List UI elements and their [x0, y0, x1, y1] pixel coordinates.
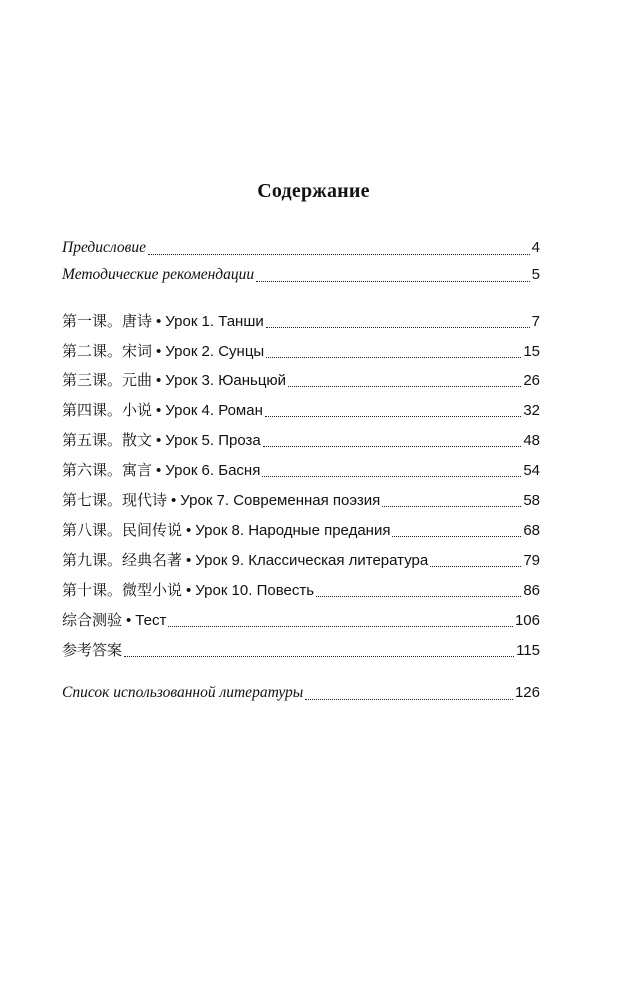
lesson-title-ru: Урок 4. Роман: [165, 402, 263, 419]
bullet-separator: •: [186, 522, 192, 539]
toc-page-number: 58: [523, 492, 540, 509]
lesson-title-cn: 第九课。经典名著: [62, 551, 183, 569]
toc-entry-lesson-3[interactable]: [62, 368, 540, 392]
toc-entry-lesson-9[interactable]: [62, 548, 540, 572]
toc-page-number: 54: [523, 462, 540, 479]
lesson-title-ru: Урок 2. Сунцы: [165, 343, 265, 360]
bullet-separator: •: [156, 402, 162, 419]
dot-leader: [124, 656, 514, 657]
toc-entry-lesson-10[interactable]: [62, 578, 540, 602]
toc-entry-label: Методические рекомендации: [62, 266, 255, 283]
bullet-separator: •: [171, 492, 177, 509]
toc-page-number: 26: [523, 372, 540, 389]
bullet-separator: •: [156, 432, 162, 449]
toc-entry-bibliography[interactable]: [62, 681, 540, 705]
bullet-separator: •: [156, 462, 162, 479]
toc-entry-lesson-8[interactable]: [62, 518, 540, 542]
bullet-separator: •: [156, 343, 162, 360]
toc-entry-lesson-7[interactable]: [62, 488, 540, 512]
lesson-title-cn: 第四课。小说: [62, 401, 153, 419]
toc-page-number: 48: [523, 432, 540, 449]
dot-leader: [266, 327, 530, 328]
answers-title-cn: 参考答案: [62, 641, 123, 659]
dot-leader: [266, 357, 521, 358]
lesson-title-cn: 第二课。宋词: [62, 342, 153, 360]
toc-entry-lesson-1[interactable]: [62, 309, 540, 333]
toc-entry-answers[interactable]: [62, 638, 540, 662]
lesson-title-ru: Урок 3. Юаньцюй: [165, 372, 287, 389]
toc-entry-lesson-6[interactable]: [62, 458, 540, 482]
toc-page-number: 68: [523, 522, 540, 539]
lesson-title-ru: Урок 6. Басня: [165, 462, 261, 479]
lesson-title-cn: 第十课。微型小说: [62, 581, 183, 599]
test-title-ru: Тест: [135, 612, 167, 629]
bullet-separator: •: [156, 313, 162, 330]
dot-leader: [265, 416, 521, 417]
bullet-separator: •: [186, 552, 192, 569]
dot-leader: [263, 446, 522, 447]
bullet-separator: •: [186, 582, 192, 599]
lesson-title-ru: Урок 8. Народные предания: [195, 522, 391, 539]
lesson-title-ru: Урок 9. Классическая литература: [195, 552, 429, 569]
toc-page-number: 79: [523, 552, 540, 569]
lesson-title-cn: 第八课。民间传说: [62, 521, 183, 539]
dot-leader: [430, 566, 521, 567]
lesson-title-ru: Урок 5. Проза: [165, 432, 261, 449]
bullet-separator: •: [126, 612, 132, 629]
dot-leader: [262, 476, 521, 477]
lesson-title-cn: 第六课。寓言: [62, 461, 153, 479]
toc-page-number: 15: [523, 343, 540, 360]
lesson-title-ru: Урок 10. Повесть: [195, 582, 315, 599]
lesson-title-cn: 第五课。散文: [62, 431, 153, 449]
lesson-title-ru: Урок 1. Танши: [165, 313, 264, 330]
toc-entry-guidelines[interactable]: [62, 263, 540, 287]
lesson-title-cn: 第七课。现代诗: [62, 491, 168, 509]
toc-page-number: 106: [514, 612, 540, 629]
dot-leader: [392, 536, 521, 537]
lesson-title-ru: Урок 7. Современная поэзия: [180, 492, 381, 509]
dot-leader: [382, 506, 521, 507]
dot-leader: [168, 626, 513, 627]
toc-entry-label: Предисловие: [62, 239, 146, 256]
toc-entry-lesson-4[interactable]: [62, 398, 540, 422]
toc-page-number: 7: [531, 313, 540, 330]
toc-entry-lesson-5[interactable]: [62, 428, 540, 452]
toc-page-number: 5: [531, 266, 540, 283]
toc-page-number: 126: [514, 684, 540, 701]
page-title: Содержание: [257, 180, 370, 202]
toc-page-number: 86: [523, 582, 540, 599]
toc-page-number: 4: [531, 239, 540, 256]
test-title-cn: 综合测验: [62, 611, 123, 629]
dot-leader: [288, 386, 521, 387]
toc-entry-test[interactable]: [62, 608, 540, 632]
toc-entry-lesson-2[interactable]: [62, 339, 540, 363]
toc-page-number: 32: [523, 402, 540, 419]
toc-entry-preface[interactable]: [62, 236, 540, 260]
lesson-title-cn: 第三课。元曲: [62, 371, 153, 389]
lesson-title-cn: 第一课。唐诗: [62, 312, 153, 330]
bullet-separator: •: [156, 372, 162, 389]
dot-leader: [148, 254, 530, 255]
toc-entry-label: Список использованной литературы: [62, 684, 304, 701]
toc-page-number: 115: [516, 642, 540, 659]
dot-leader: [305, 699, 513, 700]
dot-leader: [256, 281, 530, 282]
dot-leader: [316, 596, 521, 597]
